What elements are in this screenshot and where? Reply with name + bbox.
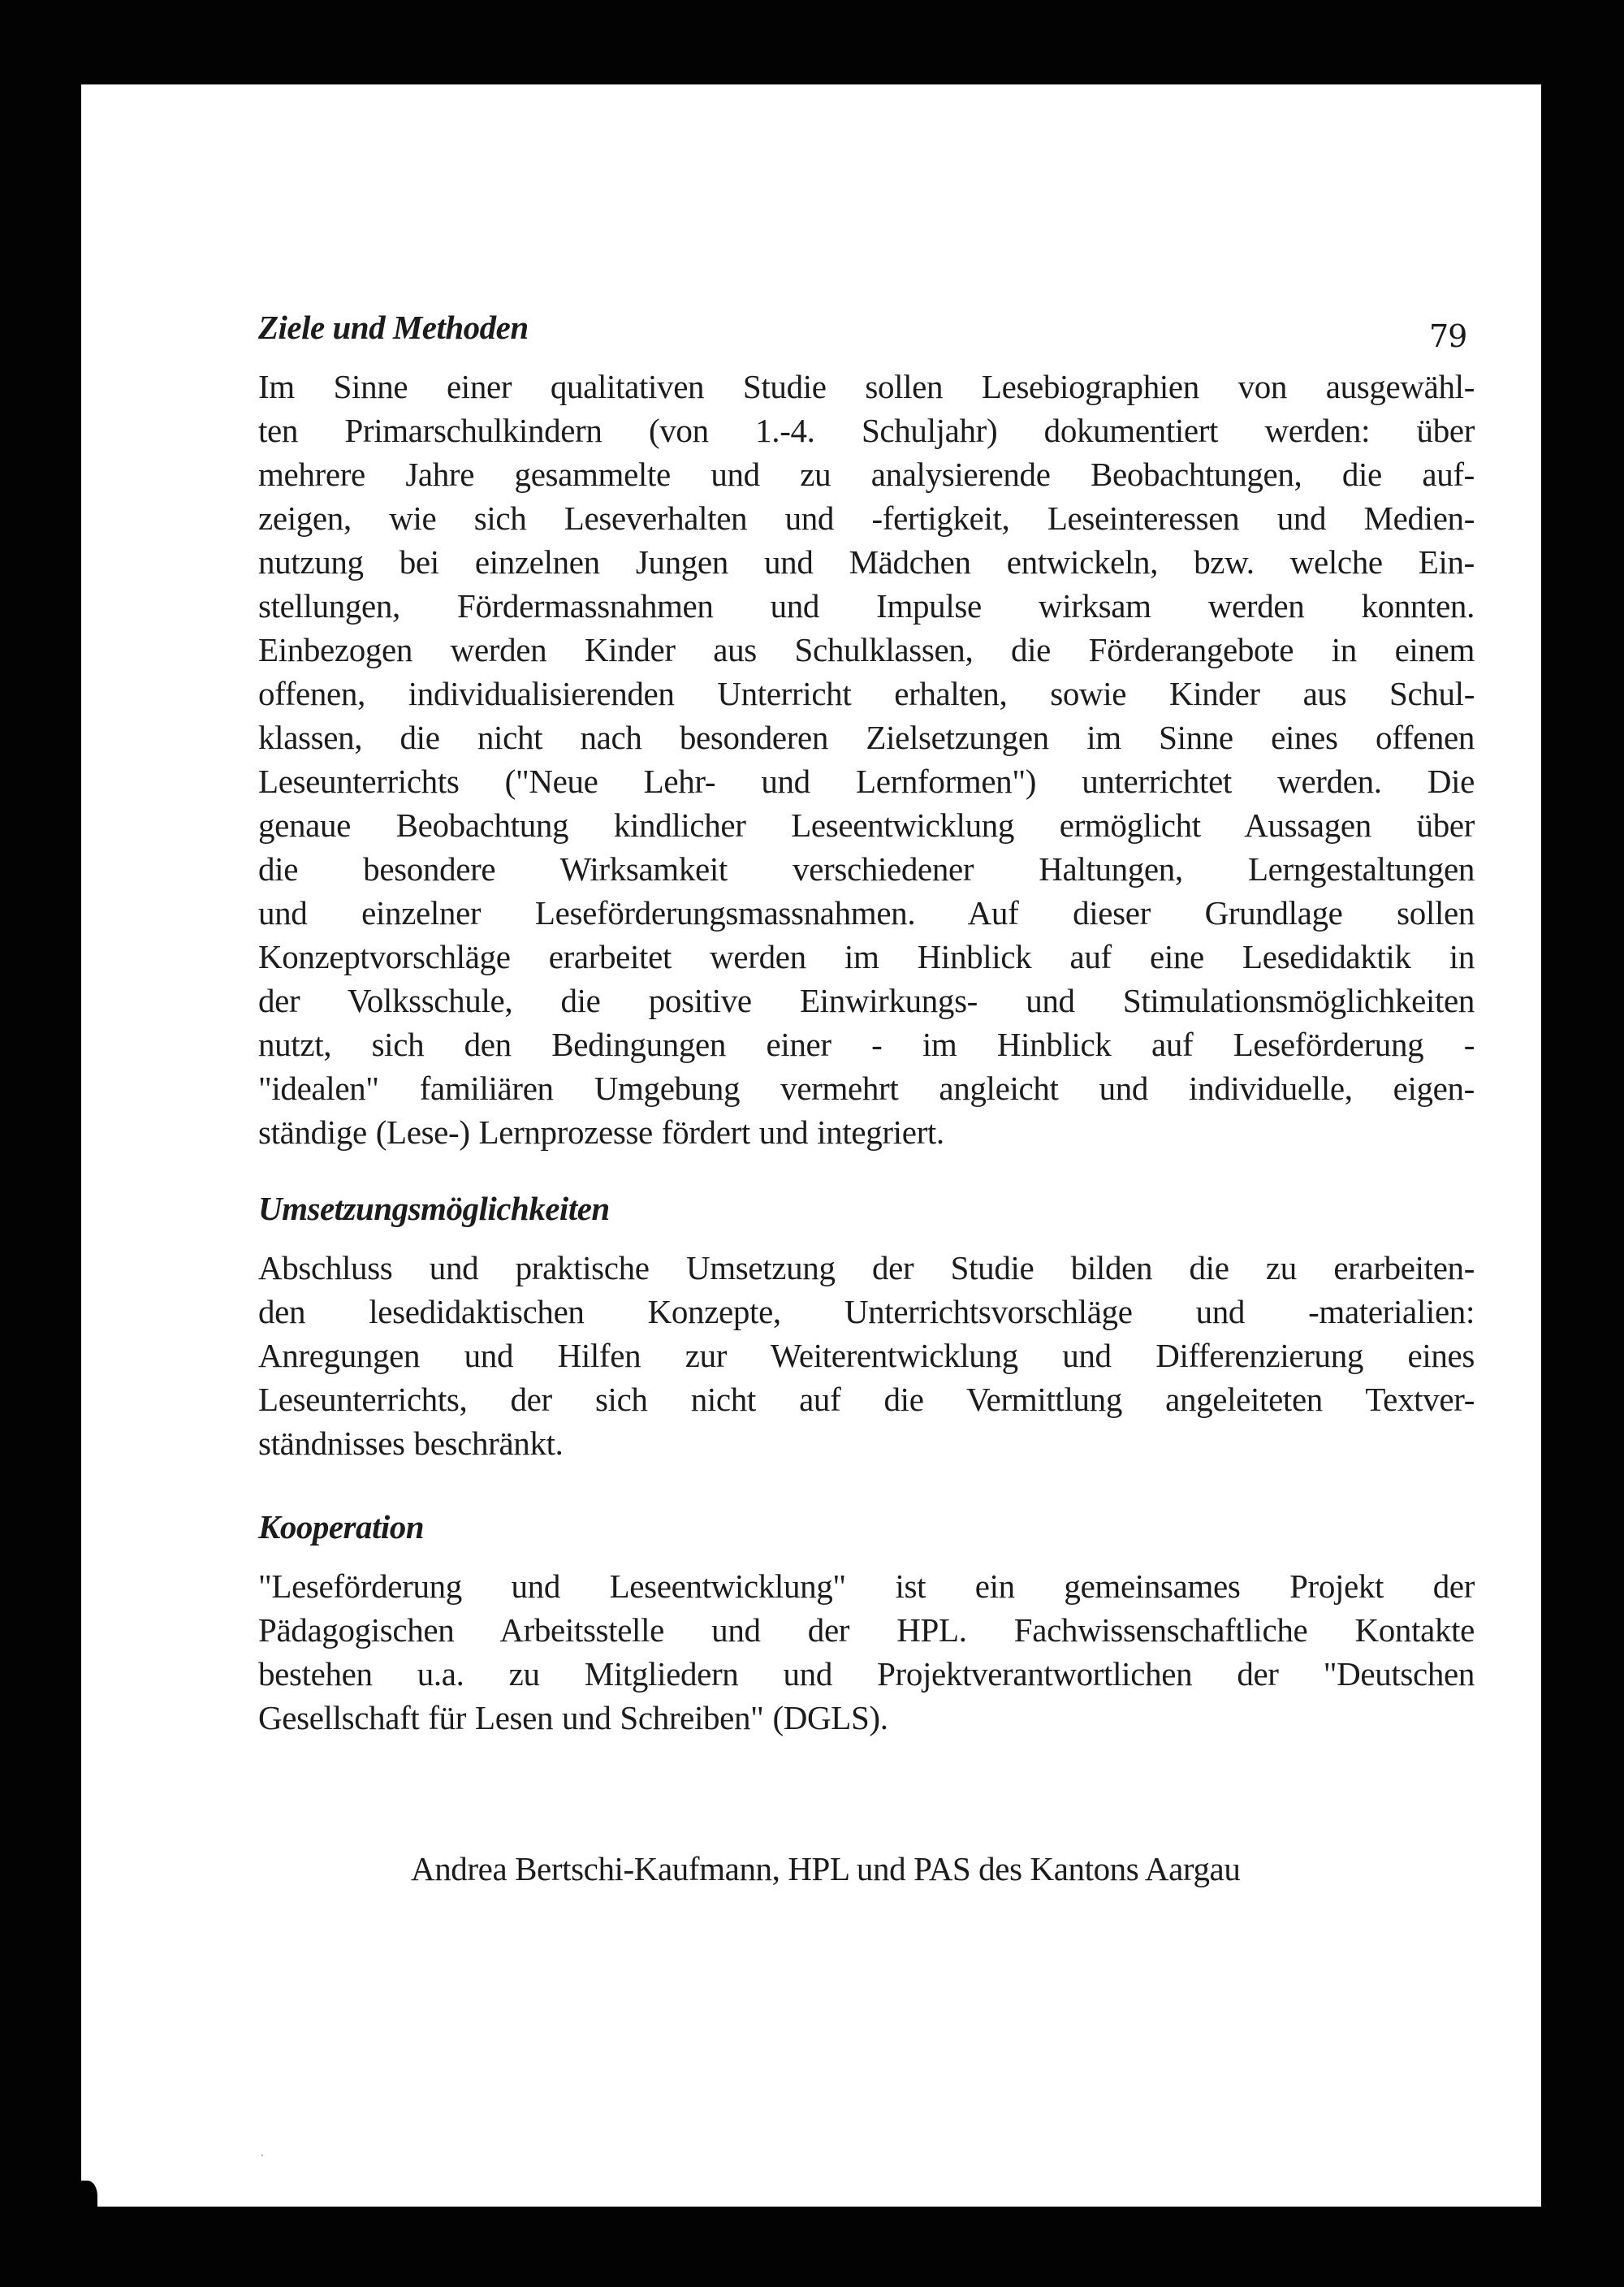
text-line: ständnisses beschränkt. bbox=[258, 1425, 564, 1462]
text-line: zeigen, wie sich Leseverhalten und -fertigkeit, Leseinteressen und Medien- bbox=[258, 499, 1475, 537]
text-line: mehrere Jahre gesammelte und zu analysierende Beobachtungen, die auf- bbox=[258, 456, 1475, 493]
page-number: 79 bbox=[1429, 318, 1467, 354]
section-heading-kooperation: Kooperation bbox=[258, 1508, 425, 1546]
text-line: Einbezogen werden Kinder aus Schulklassen, die Förderangebote in einem bbox=[258, 631, 1475, 668]
text-line: nutzt, sich den Bedingungen einer - im Hinblick auf Leseförderung - bbox=[258, 1026, 1475, 1063]
section-heading-umsetzungsmoeglichkeiten: Umsetzungsmöglichkeiten bbox=[258, 1190, 610, 1227]
text-line: Konzeptvorschläge erarbeitet werden im Hinblick auf eine Lesedidaktik in bbox=[258, 938, 1475, 975]
text-line: ständige (Lese-) Lernprozesse fördert und integriert. bbox=[258, 1113, 944, 1151]
text-line: die besondere Wirksamkeit verschiedener Haltungen, Lerngestaltungen bbox=[258, 850, 1475, 888]
text-line: Leseunterrichts, der sich nicht auf die Vermittlung angeleiteten Textver- bbox=[258, 1381, 1475, 1418]
document-page bbox=[81, 84, 1541, 2207]
section-heading-ziele-und-methoden: Ziele und Methoden bbox=[258, 309, 529, 346]
text-line: "idealen" familiären Umgebung vermehrt angleicht und individuelle, eigen- bbox=[258, 1070, 1475, 1107]
text-line: offenen, individualisierenden Unterricht erhalten, sowie Kinder aus Schul- bbox=[258, 675, 1475, 712]
section-body-ziele-und-methoden bbox=[258, 365, 1475, 1154]
text-line: den lesedidaktischen Konzepte, Unterrichtsvorschläge und -materialien: bbox=[258, 1293, 1475, 1330]
text-line: nutzung bei einzelnen Jungen und Mädchen entwickeln, bzw. welche Ein- bbox=[258, 543, 1475, 581]
text-line: "Leseförderung und Leseentwicklung" ist ein gemeinsames Projekt der bbox=[258, 1567, 1475, 1605]
text-line: und einzelner Leseförderungsmassnahmen. Auf dieser Grundlage sollen bbox=[258, 894, 1475, 932]
text-line: der Volksschule, die positive Einwirkungs- und Stimulationsmöglichkeiten bbox=[258, 982, 1475, 1019]
author-signature: Andrea Bertschi-Kaufmann, HPL und PAS des Kantons Aargau bbox=[411, 1850, 1241, 1887]
section-body-kooperation bbox=[258, 1564, 1475, 1740]
text-line: Pädagogischen Arbeitsstelle und der HPL. Fachwissenschaftliche Kontakte bbox=[258, 1611, 1475, 1649]
text-line: bestehen u.a. zu Mitgliedern und Projektverantwortlichen der "Deutschen bbox=[258, 1655, 1475, 1693]
text-line: Im Sinne einer qualitativen Studie sollen Lesebiographien von ausgewähl- bbox=[258, 368, 1475, 405]
scan-speck bbox=[261, 2155, 263, 2156]
text-line: stellungen, Fördermassnahmen und Impulse wirksam werden konnten. bbox=[258, 587, 1475, 625]
text-line: klassen, die nicht nach besonderen Zielsetzungen im Sinne eines offenen bbox=[258, 719, 1475, 756]
text-line: Abschluss und praktische Umsetzung der Studie bilden die zu erarbeiten- bbox=[258, 1249, 1475, 1286]
text-line: Leseunterrichts ("Neue Lehr- und Lernformen") unterrichtet werden. Die bbox=[258, 763, 1475, 800]
text-line: ten Primarschulkindern (von 1.-4. Schuljahr) dokumentiert werden: über bbox=[258, 412, 1475, 449]
section-body-umsetzungsmoeglichkeiten bbox=[258, 1246, 1475, 1465]
text-line: genaue Beobachtung kindlicher Leseentwicklung ermöglicht Aussagen über bbox=[258, 806, 1475, 844]
text-line: Gesellschaft für Lesen und Schreiben" (DGLS). bbox=[258, 1699, 888, 1736]
text-line: Anregungen und Hilfen zur Weiterentwicklung und Differenzierung eines bbox=[258, 1337, 1475, 1374]
